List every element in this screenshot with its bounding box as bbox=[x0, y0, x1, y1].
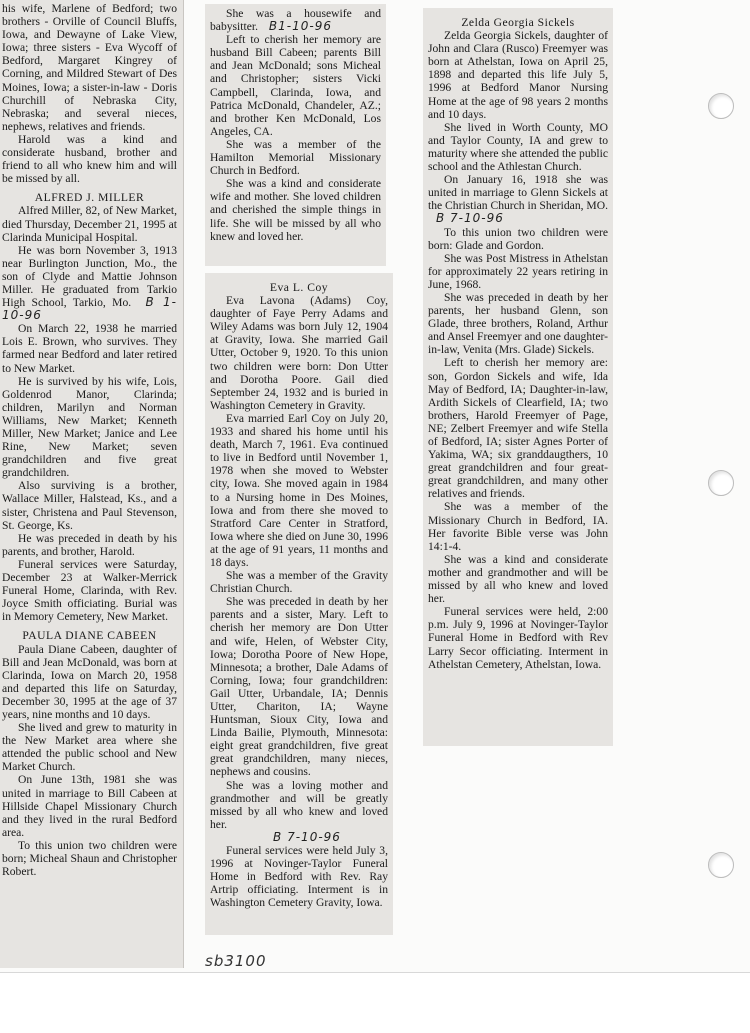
cabeen-heading: PAULA DIANE CABEEN bbox=[22, 629, 157, 643]
cabeen-continued-paragraph: She was a kind and considerate wife and mother. She loved children and cherished the simple things in life. She will be missed by all who knew and loved her. bbox=[210, 177, 381, 243]
coy-paragraph: Eva Lavona (Adams) Coy, daughter of Faye Perry Adams and Wiley Adams was born July 12, 1904 at Gravity, Iowa. She married Gail Utter, October 9, 1920. To this union two children were born: Don Utter and Dorotha Poore. Gail died September 24, 1932 and is buried in Washington Cemetery in Gravity. bbox=[210, 294, 388, 412]
miller-paragraph: On March 22, 1938 he married Lois E. Brown, who survives. They farmed near Bedford and later retired to New Market. bbox=[2, 322, 177, 375]
coy-paragraph: Eva married Earl Coy on July 20, 1933 and shared his home until his death, March 7, 1961. Eva continued to live in Bedford until November 1, 1978 when she moved to Webster city, Iowa. She moved again in 1984 to a Nursing home in Des Moines, Iowa and from there she moved to Stratford Care Center in Stratford, Iowa where she died on June 30, 1996 at the age of 91 years, 11 months and 18 days. bbox=[210, 411, 388, 569]
coy-paragraph: She was preceded in death by her parents and a sister, Mary. Left to cherish her memory are Don Utter and wife, Helen, of Webster City, Iowa; Dorotha Poore of New Hope, Minnesota; a brother, Dale Adams of Corning, Iowa; four grandchildren: Gail Utter, Urbandale, IA; Dennis Utter, Chariton, IA; Wayne Huntsman, Sioux City, Iowa and Linda Bailie, Plymouth, Minnesota: eight great grandchildren, five great great grandchildren, many nieces, nephews and cousins. bbox=[210, 595, 388, 779]
clipping-column-1 bbox=[0, 0, 184, 968]
harold-obituary-closing: Harold was a kind and considerate husband, brother and friend to all who knew him and will be missed by all. bbox=[2, 132, 177, 186]
sickels-paragraph-marriage bbox=[428, 173, 608, 225]
cabeen-continued-paragraph: Left to cherish her memory are husband Bill Cabeen; parents Bill and Jean McDonald; sons Micheal and Christopher; sisters Vicki Campbell, Clarinda, Iowa, and Patrica McDonald, Chandeler, AZ.; and brother Ken McDonald, Los Angeles, CA. bbox=[210, 33, 381, 138]
sickels-paragraph: She was a member of the Missionary Church in Bedford, IA. Her favorite Bible verse was John 14:1-4. bbox=[428, 500, 608, 553]
miller-paragraph: Funeral services were Saturday, December 23 at Walker-Merrick Funeral Home, Clarinda, with Rev. Joyce Smith officiating. Burial was in Memory Cemetery, New Market. bbox=[2, 557, 177, 624]
miller-paragraph: Also surviving is a brother, Wallace Miller, Halstead, Ks., and a sister, Christena and Paul Stevenson, St. George, Ks. bbox=[2, 479, 177, 532]
miller-paragraph: Alfred Miller, 82, of New Market, died Thursday, December 21, 1995 at Clarinda Municipal Hospital. bbox=[2, 204, 177, 244]
handwritten-date: B 7-10-96 bbox=[273, 829, 341, 844]
sickels-paragraph: She was a kind and considerate mother and grandmother and will be missed by all who knew and loved her. bbox=[428, 552, 608, 606]
sickels-marriage-text: On January 16, 1918 she was united in marriage to Glenn Sickels at the Christian Church in Sheridan, MO. bbox=[428, 173, 609, 213]
sickels-paragraph: Funeral services were held, 2:00 p.m. July 9, 1996 at Novinger-Taylor Funeral Home in Bedford with Rev Larry Secor officiating. Interment in Athelstan Cemetery, Athelstan, Iowa. bbox=[428, 605, 608, 671]
sickels-paragraph: To this union two children were born: Glade and Gordon. bbox=[428, 225, 608, 252]
handwritten-date: B 7-10-96 bbox=[436, 211, 504, 226]
punch-hole bbox=[708, 93, 734, 119]
coy-heading: Eva L. Coy bbox=[269, 281, 329, 294]
cabeen-paragraph: To this union two children were born; Micheal Shaun and Christopher Robert. bbox=[2, 838, 177, 879]
cabeen-paragraph: She lived and grew to maturity in the New Market area where she attended the public school and New Market Church. bbox=[2, 721, 177, 774]
miller-heading: ALFRED J. MILLER bbox=[34, 191, 145, 205]
handwritten-date: B 1-10-96 bbox=[2, 295, 177, 323]
sickels-paragraph: She lived in Worth County, MO and Taylor County, IA and grew to maturity where she attended the public school and the Athlestan Church. bbox=[428, 120, 608, 174]
sickels-heading: Zelda Georgia Sickels bbox=[461, 16, 575, 29]
cabeen-paragraph: On June 13th, 1981 she was united in marriage to Bill Cabeen at Hillside Chapel Missionary Church and they lived in the rural Bedford area. bbox=[2, 773, 177, 839]
punch-hole bbox=[708, 852, 734, 878]
miller-paragraph: He is survived by his wife, Lois, Goldenrod Manor, Clarinda; children, Marilyn and Norman Williams, New Market; Kenneth Miller, New Market; Janice and Lee Rine, New Market; seven grandchildren and five great grandchildren. bbox=[2, 374, 177, 480]
handwritten-page-id: sb3100 bbox=[205, 952, 267, 970]
cabeen-paragraph: Paula Diane Cabeen, daughter of Bill and Jean McDonald, was born at Clarinda, Iowa on March 20, 1958 and departed this life on Saturday, December 30, 1995 at the age of 37 years, nine months and 10 days. bbox=[2, 642, 177, 721]
sickels-paragraph: She was preceded in death by her parents, her husband Glenn, son Glade, three brothers, Roland, Arthur and Ansel Freemyer and one daughter-in-law, Venita (Mrs. Glade) Sickels. bbox=[428, 290, 608, 357]
cabeen-continued-paragraph bbox=[210, 7, 381, 33]
cabeen-continued-paragraph: She was a member of the Hamilton Memorial Missionary Church in Bedford. bbox=[210, 137, 381, 178]
punch-hole bbox=[708, 470, 734, 496]
clipping-zelda-sickels bbox=[423, 8, 613, 746]
sickels-paragraph: Zelda Georgia Sickels, daughter of John and Clara (Rusco) Freemyer was born at Athelstan, Iowa on April 25, 1898 and departed this life July 5, 1996 at Bedford Manor Nursing Home at the age of 98 years 2 months and 10 days. bbox=[428, 29, 608, 121]
coy-paragraph: She was a loving mother and grandmother and will be greatly missed by all who knew and loved her. bbox=[210, 778, 388, 831]
cabeen-housewife-text: She was a housewife and babysitter. bbox=[210, 7, 381, 34]
coy-paragraph: She was a member of the Gravity Christian Church. bbox=[210, 569, 388, 596]
harold-obituary-tail: his wife, Marlene of Bedford; two brothers - Orville of Council Bluffs, Iowa, and Dewayne of Lake View, Iowa; three sisters - Eva Wycoff of Bedford, Margaret Kingrey of Corning, and Mildred Stewart of Des Moines, Iowa; a sister-in-law - Doris Churchill of Nebraska City, Nebraska; and several nieces, nephews, relatives and friends. bbox=[2, 2, 177, 133]
miller-born-text: He was born November 3, 1913 near Burlington Junction, Mo., the son of Clyde and Mattie Johnson Miller. He graduated from Tarkio High School, Tarkio, Mo. bbox=[2, 243, 177, 310]
miller-paragraph: He was preceded in death by his parents, and brother, Harold. bbox=[2, 531, 177, 558]
clipping-eva-coy bbox=[205, 273, 393, 935]
clipping-cabeen-continued bbox=[205, 4, 386, 266]
handwritten-date: B1-10-96 bbox=[268, 19, 332, 34]
sickels-paragraph: Left to cherish her memory are: son, Gordon Sickels and wife, Ida May of Bedford, IA; Daughter-in-law, Ardith Sickels of Clearfield, IA; two brothers, Harold Freemyer of Page, NE; Zelbert Freemyer and wife Stella of Bedford, IA; sister Agnes Porter of Yakima, WA; six granddaugthers, 10 great grandchildren and four great-great grandchildren, and many other relatives and friends. bbox=[428, 356, 608, 501]
coy-funeral-paragraph: Funeral services were held July 3, 1996 at Novinger-Taylor Funeral Home in Bedford with Rev. Ray Artrip officiating. Interment is in Washington Cemetery Gravity, Iowa. bbox=[210, 844, 388, 910]
sickels-paragraph: She was Post Mistress in Athelstan for approximately 22 years retiring in June, 1968. bbox=[428, 251, 608, 291]
miller-paragraph-born bbox=[2, 244, 177, 323]
